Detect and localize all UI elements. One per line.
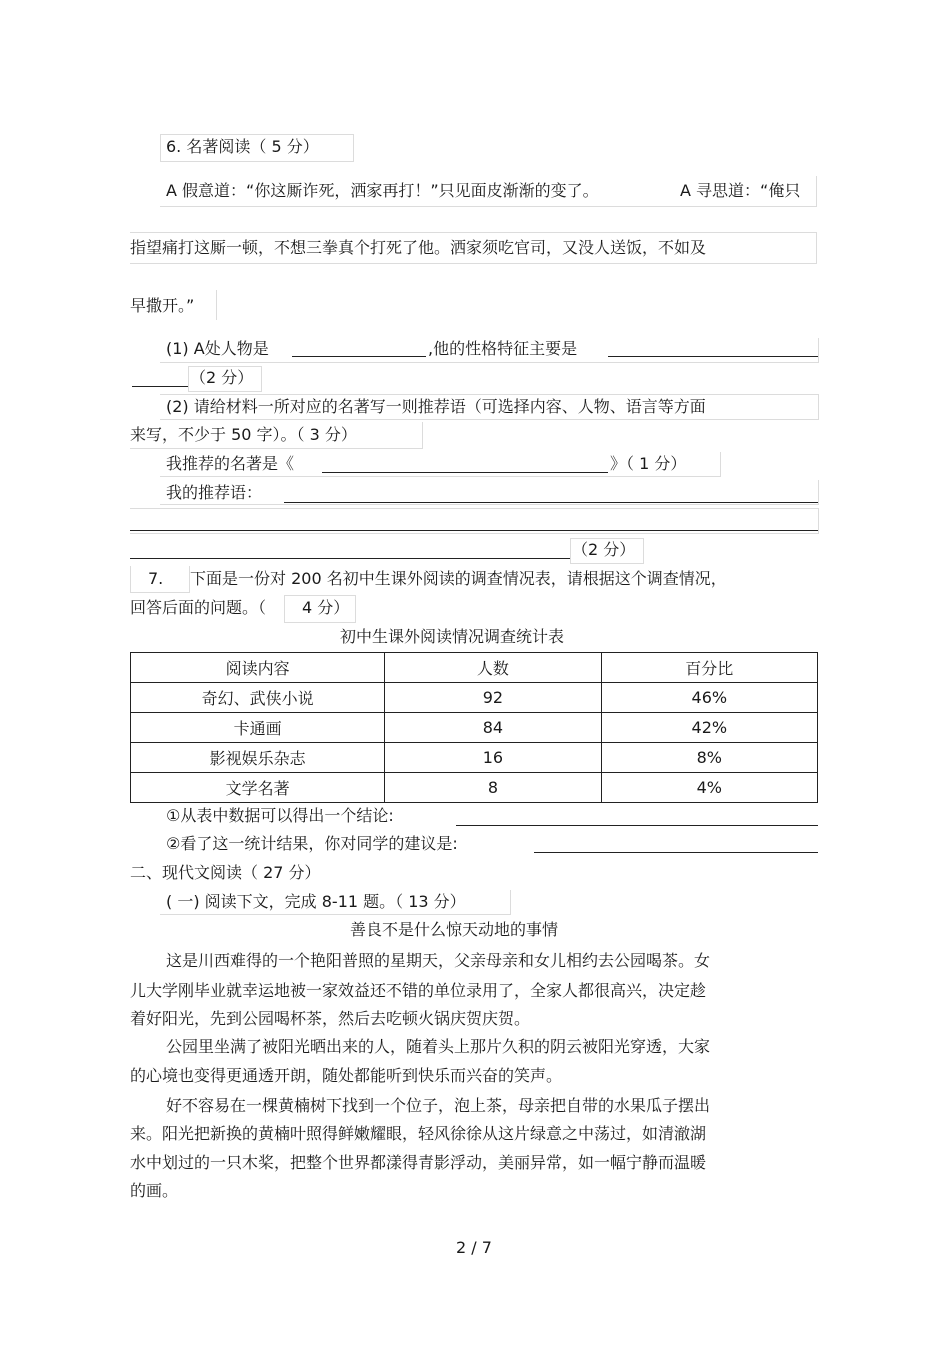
table-cell: 84 bbox=[385, 713, 601, 743]
article-p2-l2: 的心境也变得更通透开朗，随处都能听到快乐而兴奋的笑声。 bbox=[130, 1066, 563, 1085]
q6-recommend-book-a: 我推荐的名著是《 bbox=[166, 454, 295, 473]
q6-sub2-line2: 来写，不少于 50 字）。（ 3 分） bbox=[130, 425, 357, 444]
q6-sub1-box bbox=[160, 338, 819, 363]
q6-passage-line1b: A 寻思道：“俺只 bbox=[680, 181, 801, 200]
table-cell: 卡通画 bbox=[131, 713, 385, 743]
reading-survey-table bbox=[130, 652, 818, 803]
q7-table-title: 初中生课外阅读情况调查统计表 bbox=[340, 627, 565, 646]
article-p3-l2: 来。阳光把新换的黄楠叶照得鲜嫩耀眼，轻风徐徐从这片绿意之中荡过，如清澈湖 bbox=[130, 1124, 707, 1143]
q6-sub1-blank-trait-cont[interactable] bbox=[132, 386, 188, 387]
table-row bbox=[131, 773, 818, 803]
table-cell: 影视娱乐杂志 bbox=[131, 743, 385, 773]
article-p1-l1: 这是川西难得的一个艳阳普照的星期天，父亲母亲和女儿相约去公园喝茶。女 bbox=[166, 951, 711, 970]
q6-recommend-line-3[interactable] bbox=[130, 558, 570, 559]
table-header: 人数 bbox=[385, 653, 601, 683]
table-row bbox=[131, 743, 818, 773]
article-title: 善良不是什么惊天动地的事情 bbox=[350, 920, 559, 939]
article-p3-l1: 好不容易在一棵黄楠树下找到一个位子，泡上茶，母亲把自带的水果瓜子摆出 bbox=[166, 1096, 711, 1115]
page-number: 2 / 7 bbox=[456, 1238, 492, 1257]
q7-line1: 下面是一份对 200 名初中生课外阅读的调查情况表，请根据这个调查情况， bbox=[190, 569, 727, 588]
article-p3-l4: 的画。 bbox=[130, 1181, 179, 1200]
q6-recommend-book-blank[interactable] bbox=[322, 472, 608, 473]
q7-number: 7. bbox=[148, 569, 164, 588]
section2-title: 二、现代文阅读（ 27 分） bbox=[130, 863, 321, 882]
q6-recommend-score: （2 分） bbox=[572, 540, 636, 559]
table-cell: 16 bbox=[385, 743, 601, 773]
q6-recommend-text-label: 我的推荐语： bbox=[166, 483, 263, 502]
q6-passage-line2: 指望痛打这厮一顿，不想三拳真个打死了他。洒家须吃官司，又没人送饭，不如及 bbox=[130, 238, 707, 257]
table-cell: 92 bbox=[385, 683, 601, 713]
q6-sub1-a: (1) A处人物是 bbox=[166, 339, 269, 358]
q6-sub2-line1: (2) 请给材料一所对应的名著写一则推荐语（可选择内容、人物、语言等方面 bbox=[166, 397, 706, 416]
q7-ask2-blank[interactable] bbox=[534, 852, 818, 853]
table-cell: 8% bbox=[601, 743, 817, 773]
article-p2-l1: 公园里坐满了被阳光晒出来的人，随着头上那片久积的阴云被阳光穿透，大家 bbox=[166, 1037, 711, 1056]
table-row bbox=[131, 713, 818, 743]
table-cell: 奇幻、武侠小说 bbox=[131, 683, 385, 713]
table-cell: 文学名著 bbox=[131, 773, 385, 803]
section2-part1: ( 一) 阅读下文，完成 8-11 题。（ 13 分） bbox=[166, 892, 466, 911]
q6-recommend-line-1[interactable] bbox=[284, 502, 818, 503]
q6-recommend-book-b: 》（ 1 分） bbox=[610, 454, 687, 473]
q6-recommend-line-2[interactable] bbox=[130, 530, 818, 531]
q6-passage-line3: 早撒开。” bbox=[130, 296, 195, 315]
q7-ask2: ②看了这一统计结果，你对同学的建议是: bbox=[166, 834, 458, 853]
q6-title: 6. 名著阅读（ 5 分） bbox=[166, 137, 319, 156]
table-header: 百分比 bbox=[601, 653, 817, 683]
table-row bbox=[131, 683, 818, 713]
table-cell: 4% bbox=[601, 773, 817, 803]
q7-ask1: ①从表中数据可以得出一个结论: bbox=[166, 806, 394, 825]
q7-line2a: 回答后面的问题。（ bbox=[130, 598, 267, 617]
q6-sub1-score: （2 分） bbox=[190, 368, 254, 387]
q7-line2b: 4 分） bbox=[302, 598, 350, 617]
q7-ask1-blank[interactable] bbox=[456, 825, 818, 826]
table-cell: 8 bbox=[385, 773, 601, 803]
article-p1-l2: 儿大学刚毕业就幸运地被一家效益还不错的单位录用了，全家人都很高兴，决定趁 bbox=[130, 981, 707, 1000]
article-p3-l3: 水中划过的一只木桨，把整个世界都漾得青影浮动，美丽异常，如一幅宁静而温暖 bbox=[130, 1153, 707, 1172]
q6-passage-line1a: A 假意道：“你这厮诈死，洒家再打！”只见面皮渐渐的变了。 bbox=[166, 181, 599, 200]
q6-sub1-b: ,他的性格特征主要是 bbox=[428, 339, 578, 358]
table-cell: 42% bbox=[601, 713, 817, 743]
table-cell: 46% bbox=[601, 683, 817, 713]
table-header: 阅读内容 bbox=[131, 653, 385, 683]
article-p1-l3: 着好阳光，先到公园喝杯茶，然后去吃顿火锅庆贺庆贺。 bbox=[130, 1009, 531, 1028]
table-header-row bbox=[131, 653, 818, 683]
